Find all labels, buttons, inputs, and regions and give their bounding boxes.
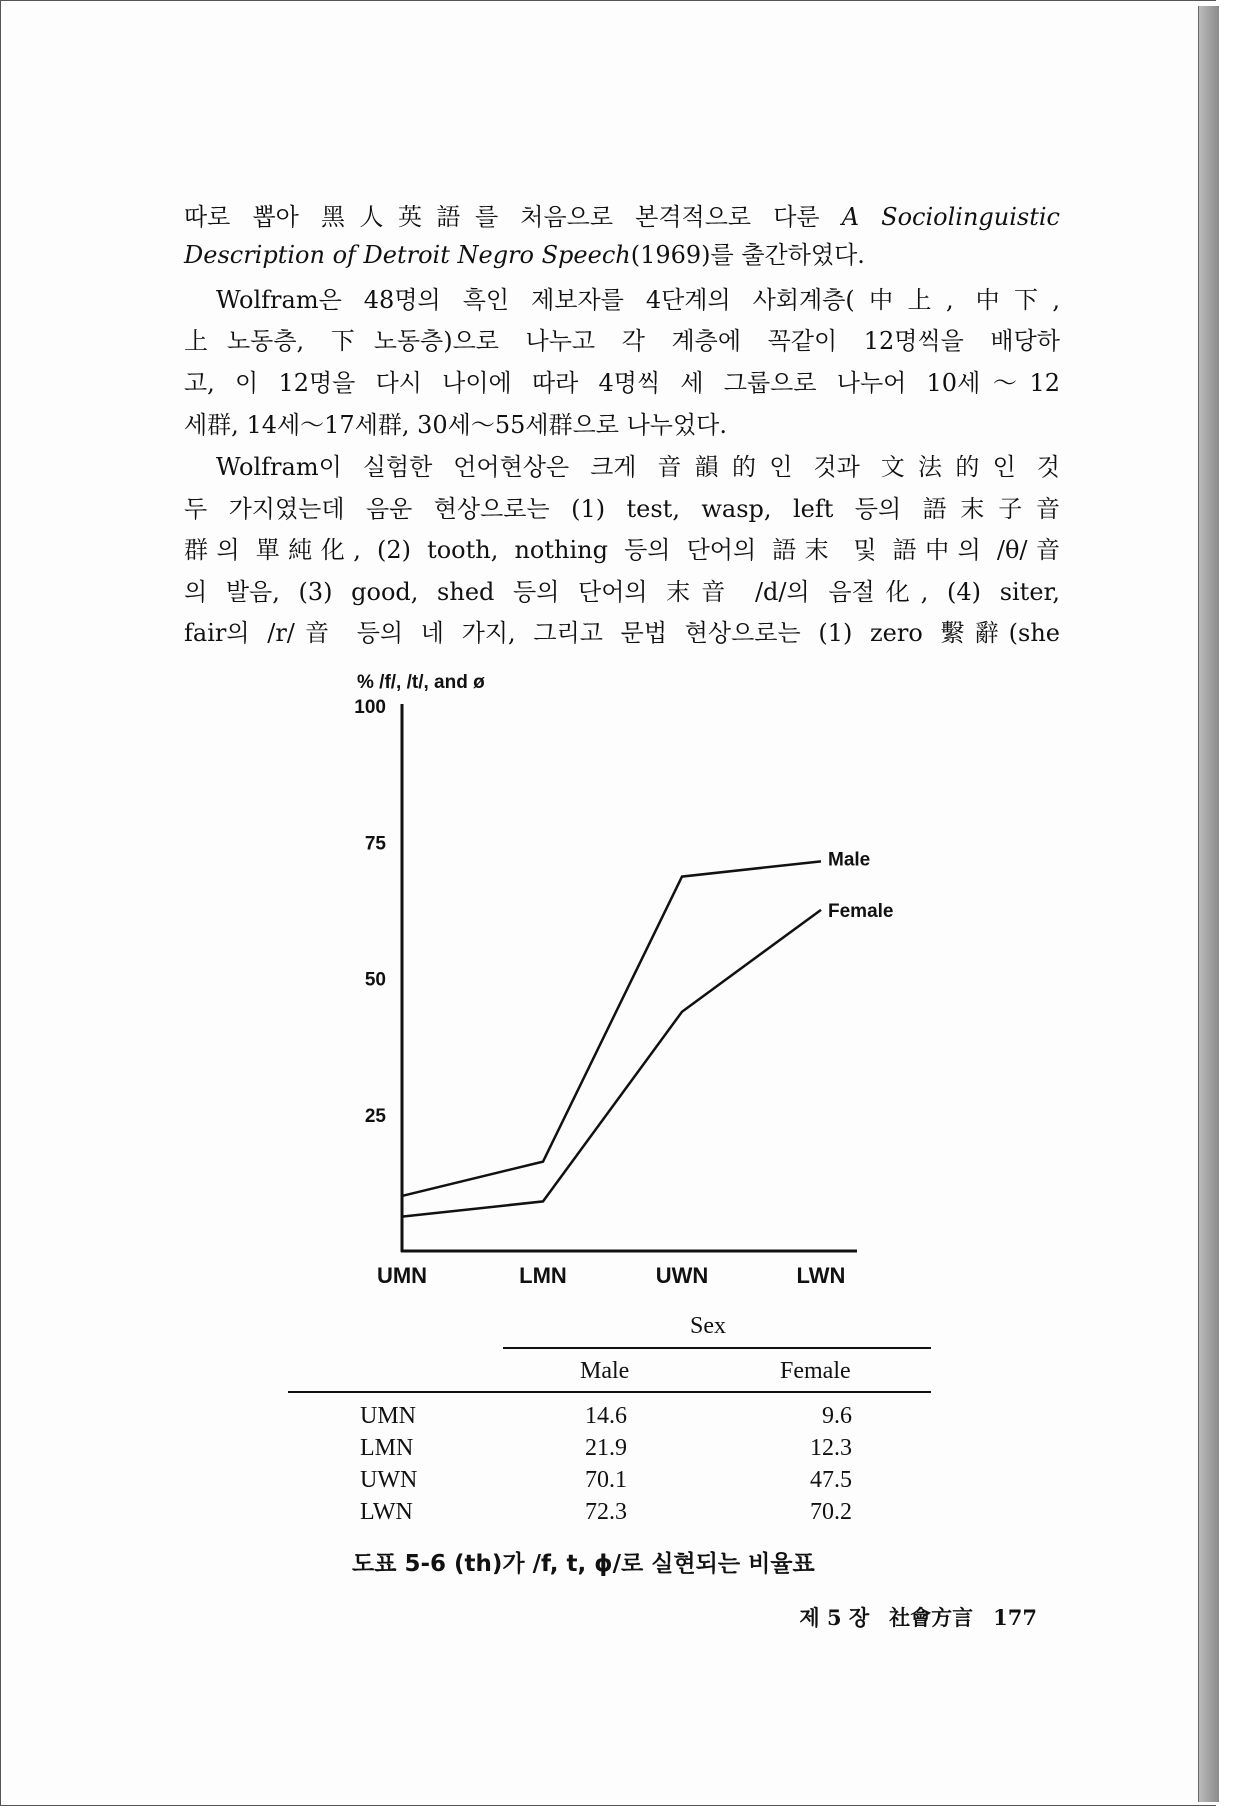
body-text-line: 上노동층, 下노동층)으로 나누고 각 계층에 꼭같이 12명씩을 배당하 (184, 327, 1060, 355)
book-title: Description of Detroit Negro Speech (184, 241, 631, 269)
y-axis-label: % /f/, /t/, and ø (357, 672, 485, 693)
series-line-male (402, 861, 821, 1196)
table-row-label: UWN (360, 1467, 418, 1493)
y-tick-label: 50 (364, 969, 386, 991)
table-cell-female: 9.6 (822, 1403, 852, 1429)
table-cell-male: 14.6 (585, 1403, 627, 1429)
body-text-line: 의 발음, (3) good, shed 등의 단어의 末音 /d/의 음절化, (4) siter, (184, 578, 1060, 606)
series-label-female: Female (828, 900, 894, 922)
chapter-title: 社會方言 (889, 1605, 974, 1630)
x-tick-label: UWN (655, 1263, 709, 1288)
table-row-label: LWN (360, 1499, 413, 1525)
table-group-header: Sex (690, 1313, 726, 1339)
table-row-label: UMN (360, 1403, 417, 1429)
body-text-line: fair의 /r/音 등의 네 가지, 그리고 문법 현상으로는 (1) zero 繫辭(she (184, 619, 1060, 647)
body-text-line: 두 가지였는데 음운 현상으로는 (1) test, wasp, left 등의 語末子音 (184, 495, 1060, 523)
y-tick-label: 75 (364, 833, 386, 855)
x-tick-label: UMN (376, 1263, 428, 1288)
table-cell-female: 12.3 (810, 1435, 852, 1461)
x-tick-label: LWN (796, 1263, 846, 1288)
book-title: A Sociolinguistic (841, 203, 1060, 231)
y-tick-label: 100 (354, 697, 386, 718)
series-line-female (402, 910, 821, 1217)
body-text-line: 따로 뽑아 黑人英語를 처음으로 본격적으로 다룬 A Sociolinguistic (184, 203, 1060, 231)
body-text-line: 群의 單純化, (2) tooth, nothing 등의 단어의 語末 및 語中의 /θ/音 (184, 536, 1060, 564)
series-label-male: Male (828, 849, 871, 871)
table-row-label: LMN (360, 1435, 414, 1461)
body-text-line: Description of Detroit Negro Speech(1969)를 출간하였다. (184, 241, 865, 269)
table-cell-female: 47.5 (810, 1467, 852, 1493)
chapter-label: 제 5 장 (799, 1605, 870, 1630)
body-text-line: 세群, 14세～17세群, 30세～55세群으로 나누었다. (184, 411, 727, 439)
figure-caption: 도표 5-6 (th)가 /f, t, ϕ/로 실현되는 비율표 (352, 1551, 815, 1577)
table-cell-female: 70.2 (810, 1499, 852, 1525)
y-tick-label: 25 (364, 1105, 386, 1127)
body-text-line: Wolfram은 48명의 흑인 제보자를 4단계의 사회계층(中上, 中下, (216, 286, 1060, 314)
table-rule (288, 1391, 931, 1393)
table-cell-male: 70.1 (585, 1467, 627, 1493)
table-rule (503, 1347, 931, 1349)
table-cell-male: 21.9 (585, 1435, 627, 1461)
x-tick-label: LMN (519, 1263, 567, 1288)
page-footer (779, 1602, 1037, 1632)
body-text-line: Wolfram이 실험한 언어현상은 크게 音韻的인 것과 文法的인 것 (216, 453, 1060, 481)
table-column-header: Female (780, 1358, 851, 1384)
table-column-header: Male (580, 1358, 630, 1384)
table-cell-male: 72.3 (585, 1499, 627, 1525)
page-number: 177 (993, 1605, 1037, 1630)
body-text-line: 고, 이 12명을 다시 나이에 따라 4명씩 세 그룹으로 나누어 10세～12 (184, 369, 1060, 397)
